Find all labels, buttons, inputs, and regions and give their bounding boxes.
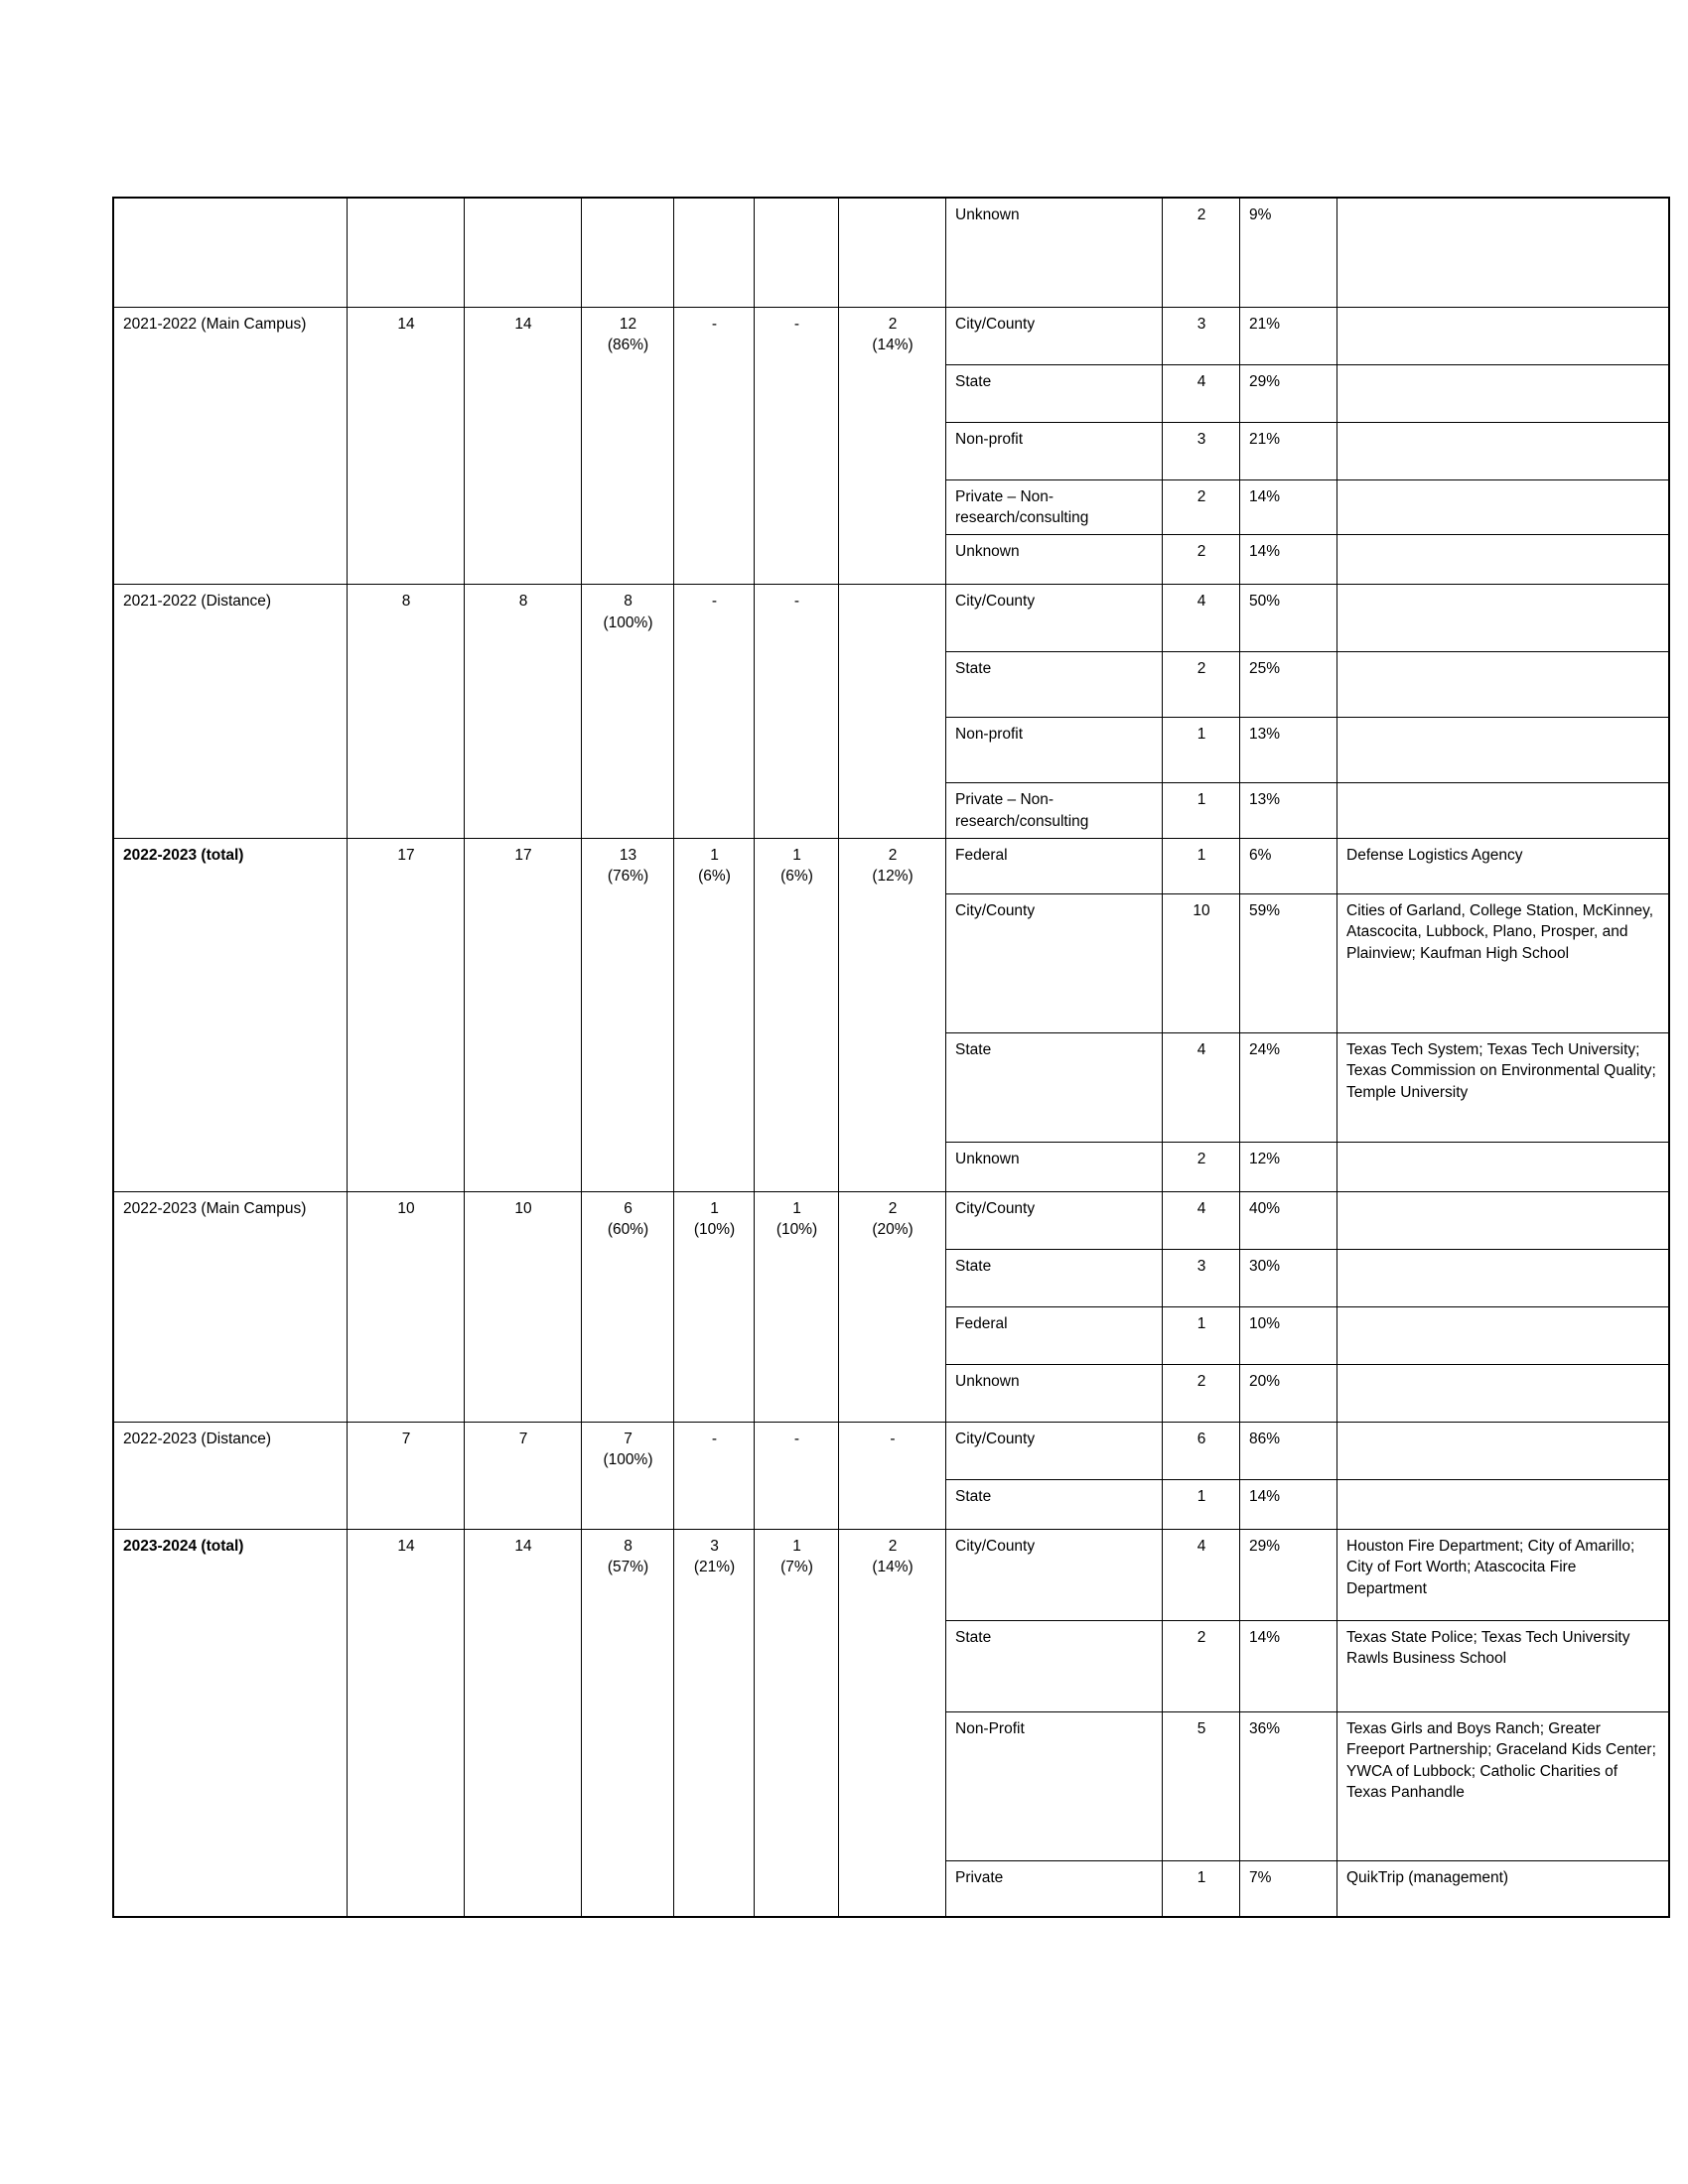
employer-type-cell: City/County: [946, 1423, 1163, 1480]
count-total-cell: [348, 198, 465, 307]
employers-list-cell: [1337, 652, 1670, 718]
year-label-cell: 2021-2022 (Distance): [113, 585, 348, 839]
employer-percent-cell: 10%: [1240, 1307, 1337, 1365]
employer-count-cell: 2: [1163, 198, 1240, 307]
value-text: 1: [792, 1538, 801, 1555]
year-label-cell: 2021-2022 (Main Campus): [113, 307, 348, 585]
value-text: 1: [710, 847, 719, 864]
employers-list-cell: [1337, 585, 1670, 652]
employer-type-cell: City/County: [946, 1530, 1163, 1621]
category-1-cell: [582, 585, 674, 839]
value-text: 1: [792, 847, 801, 864]
employer-count-cell: 3: [1163, 307, 1240, 364]
count-total-cell: [348, 307, 465, 585]
count-responding-cell: [465, 1423, 582, 1530]
count-responding-cell: [465, 1530, 582, 1917]
employer-type-cell: State: [946, 1033, 1163, 1143]
employer-count-cell: 4: [1163, 585, 1240, 652]
value-text: 10: [514, 1200, 532, 1217]
value-text: -: [793, 1431, 800, 1447]
percent-text: (21%): [693, 1559, 736, 1576]
percent-text: (14%): [872, 336, 914, 353]
percent-text: (100%): [603, 614, 653, 631]
table-row: [113, 1423, 1669, 1480]
employers-list-cell: QuikTrip (management): [1337, 1861, 1670, 1917]
employer-percent-cell: 9%: [1240, 198, 1337, 307]
percent-text: (86%): [607, 336, 649, 353]
value-text: -: [711, 315, 718, 333]
category-3-cell: [755, 307, 839, 585]
percent-text: (12%): [872, 868, 914, 886]
employer-count-cell: 1: [1163, 783, 1240, 839]
employer-type-cell: State: [946, 1480, 1163, 1530]
employer-percent-cell: 7%: [1240, 1861, 1337, 1917]
value-text: 8: [624, 593, 633, 611]
employer-type-cell: Unknown: [946, 1365, 1163, 1423]
value-text: 2: [888, 1200, 898, 1217]
employer-type-cell: City/County: [946, 1192, 1163, 1250]
value-text: 2: [888, 1538, 898, 1555]
employer-type-cell: State: [946, 364, 1163, 422]
value-text: 1: [710, 1200, 719, 1217]
table-container: [112, 197, 1656, 1918]
value-text: 14: [514, 1538, 532, 1555]
employer-percent-cell: 59%: [1240, 894, 1337, 1033]
percent-text: (20%): [872, 1221, 914, 1239]
employers-list-cell: [1337, 422, 1670, 479]
percent-text: (60%): [607, 1221, 649, 1239]
employer-type-cell: Federal: [946, 1307, 1163, 1365]
category-2-cell: [674, 585, 755, 839]
employer-count-cell: 1: [1163, 1307, 1240, 1365]
employer-type-cell: Private: [946, 1861, 1163, 1917]
value-text: 17: [514, 847, 532, 864]
employers-list-cell: [1337, 1250, 1670, 1307]
value-text: -: [793, 593, 800, 611]
employer-type-cell: Non-Profit: [946, 1712, 1163, 1861]
employers-list-cell: [1337, 364, 1670, 422]
count-responding-cell: [465, 839, 582, 1192]
employer-type-cell: State: [946, 1250, 1163, 1307]
count-responding-cell: [465, 1192, 582, 1423]
employer-count-cell: 5: [1163, 1712, 1240, 1861]
category-4-cell: [839, 1192, 946, 1423]
employers-list-cell: Defense Logistics Agency: [1337, 839, 1670, 894]
employers-list-cell: [1337, 1192, 1670, 1250]
employer-count-cell: 1: [1163, 839, 1240, 894]
value-text: -: [711, 1431, 718, 1447]
category-2-cell: [674, 1530, 755, 1917]
employer-percent-cell: 40%: [1240, 1192, 1337, 1250]
category-3-cell: [755, 198, 839, 307]
employer-count-cell: 3: [1163, 1250, 1240, 1307]
employer-percent-cell: 29%: [1240, 364, 1337, 422]
employers-list-cell: Texas Tech System; Texas Tech University; Texas Commission on Environmental Quality; Temple University: [1337, 1033, 1670, 1143]
employer-count-cell: 2: [1163, 1621, 1240, 1712]
category-4-cell: [839, 585, 946, 839]
category-2-cell: [674, 198, 755, 307]
employer-count-cell: 2: [1163, 1143, 1240, 1192]
category-1-cell: [582, 1423, 674, 1530]
employer-percent-cell: 13%: [1240, 783, 1337, 839]
percent-text: (10%): [775, 1221, 818, 1239]
employer-percent-cell: 20%: [1240, 1365, 1337, 1423]
category-3-cell: [755, 585, 839, 839]
employers-list-cell: [1337, 783, 1670, 839]
percent-text: (6%): [698, 868, 731, 886]
percent-text: (7%): [780, 1559, 813, 1576]
employers-list-cell: [1337, 479, 1670, 535]
employers-list-cell: Texas State Police; Texas Tech University Rawls Business School: [1337, 1621, 1670, 1712]
employer-percent-cell: 50%: [1240, 585, 1337, 652]
employer-percent-cell: 21%: [1240, 422, 1337, 479]
employer-type-cell: Private – Non-research/consulting: [946, 783, 1163, 839]
employer-count-cell: 4: [1163, 364, 1240, 422]
count-total-cell: [348, 585, 465, 839]
employer-percent-cell: 13%: [1240, 718, 1337, 783]
employer-count-cell: 4: [1163, 1033, 1240, 1143]
employer-type-cell: Federal: [946, 839, 1163, 894]
category-2-cell: [674, 307, 755, 585]
employers-list-cell: [1337, 1480, 1670, 1530]
percent-text: (6%): [780, 868, 813, 886]
employer-type-cell: Non-profit: [946, 422, 1163, 479]
category-4-cell: [839, 198, 946, 307]
count-responding-cell: [465, 198, 582, 307]
count-responding-cell: [465, 307, 582, 585]
table-row: [113, 585, 1669, 652]
employer-type-cell: City/County: [946, 585, 1163, 652]
employer-type-cell: Unknown: [946, 1143, 1163, 1192]
value-text: 10: [397, 1200, 415, 1217]
count-total-cell: [348, 839, 465, 1192]
percent-text: (14%): [872, 1559, 914, 1576]
employer-count-cell: 1: [1163, 1480, 1240, 1530]
employer-percent-cell: 21%: [1240, 307, 1337, 364]
employer-type-cell: City/County: [946, 894, 1163, 1033]
category-4-cell: [839, 839, 946, 1192]
employment-outcomes-table: [112, 197, 1670, 1918]
value-text: 2: [888, 847, 898, 864]
value-text: 17: [397, 847, 415, 864]
employer-type-cell: Unknown: [946, 198, 1163, 307]
employer-percent-cell: 14%: [1240, 479, 1337, 535]
employer-count-cell: 2: [1163, 479, 1240, 535]
category-1-cell: [582, 198, 674, 307]
percent-text: (100%): [603, 1451, 653, 1469]
percent-text: (57%): [607, 1559, 649, 1576]
value-text: 12: [619, 315, 637, 333]
employers-list-cell: [1337, 535, 1670, 585]
employer-percent-cell: 25%: [1240, 652, 1337, 718]
employer-percent-cell: 12%: [1240, 1143, 1337, 1192]
employer-count-cell: 6: [1163, 1423, 1240, 1480]
employer-type-cell: State: [946, 652, 1163, 718]
count-total-cell: [348, 1530, 465, 1917]
year-label-cell: 2023-2024 (total): [113, 1530, 348, 1917]
category-4-cell: [839, 307, 946, 585]
category-2-cell: [674, 1192, 755, 1423]
employer-percent-cell: 6%: [1240, 839, 1337, 894]
value-text: 14: [397, 1538, 415, 1555]
employers-list-cell: [1337, 307, 1670, 364]
category-3-cell: [755, 1423, 839, 1530]
employers-list-cell: [1337, 198, 1670, 307]
table-row: [113, 307, 1669, 364]
category-1-cell: [582, 307, 674, 585]
category-3-cell: [755, 839, 839, 1192]
employers-list-cell: [1337, 1307, 1670, 1365]
employer-count-cell: 2: [1163, 535, 1240, 585]
year-label-cell: 2022-2023 (Distance): [113, 1423, 348, 1530]
category-3-cell: [755, 1530, 839, 1917]
employer-type-cell: Unknown: [946, 535, 1163, 585]
year-label-cell: 2022-2023 (Main Campus): [113, 1192, 348, 1423]
value-text: 6: [624, 1200, 633, 1217]
employer-count-cell: 2: [1163, 652, 1240, 718]
percent-text: (10%): [693, 1221, 736, 1239]
value-text: 8: [401, 593, 411, 611]
employer-type-cell: Non-profit: [946, 718, 1163, 783]
value-text: 2: [888, 315, 898, 333]
employer-percent-cell: 14%: [1240, 1621, 1337, 1712]
table-row: [113, 198, 1669, 307]
employers-list-cell: Cities of Garland, College Station, McKinney, Atascocita, Lubbock, Plano, Prosper, and Plainview; Kaufman High School: [1337, 894, 1670, 1033]
employer-percent-cell: 29%: [1240, 1530, 1337, 1621]
employers-list-cell: [1337, 718, 1670, 783]
value-text: 8: [624, 1538, 633, 1555]
value-text: 1: [792, 1200, 801, 1217]
employer-percent-cell: 24%: [1240, 1033, 1337, 1143]
value-text: 14: [397, 315, 415, 333]
category-4-cell: [839, 1530, 946, 1917]
count-responding-cell: [465, 585, 582, 839]
year-label-cell: 2022-2023 (total): [113, 839, 348, 1192]
category-2-cell: [674, 839, 755, 1192]
employer-type-cell: State: [946, 1621, 1163, 1712]
year-label-cell: [113, 198, 348, 307]
category-4-cell: [839, 1423, 946, 1530]
value-text: 7: [624, 1431, 633, 1447]
category-3-cell: [755, 1192, 839, 1423]
value-text: -: [890, 1431, 896, 1447]
count-total-cell: [348, 1192, 465, 1423]
value-text: 14: [514, 315, 532, 333]
employers-list-cell: Texas Girls and Boys Ranch; Greater Freeport Partnership; Graceland Kids Center; YWCA of Lubbock; Catholic Charities of Texas Panhandle: [1337, 1712, 1670, 1861]
percent-text: (76%): [607, 868, 649, 886]
value-text: 7: [401, 1431, 411, 1447]
employer-percent-cell: 14%: [1240, 1480, 1337, 1530]
count-total-cell: [348, 1423, 465, 1530]
category-1-cell: [582, 1192, 674, 1423]
employers-list-cell: [1337, 1423, 1670, 1480]
employer-count-cell: 4: [1163, 1192, 1240, 1250]
employer-count-cell: 1: [1163, 718, 1240, 783]
employer-count-cell: 4: [1163, 1530, 1240, 1621]
value-text: 8: [518, 593, 528, 611]
employer-count-cell: 3: [1163, 422, 1240, 479]
employer-count-cell: 1: [1163, 1861, 1240, 1917]
employer-count-cell: 10: [1163, 894, 1240, 1033]
employer-count-cell: 2: [1163, 1365, 1240, 1423]
category-2-cell: [674, 1423, 755, 1530]
category-1-cell: [582, 1530, 674, 1917]
employers-list-cell: [1337, 1365, 1670, 1423]
value-text: 13: [619, 847, 637, 864]
employers-list-cell: Houston Fire Department; City of Amarillo; City of Fort Worth; Atascocita Fire Department: [1337, 1530, 1670, 1621]
table-row: [113, 839, 1669, 894]
value-text: 7: [518, 1431, 528, 1447]
table-row: [113, 1530, 1669, 1621]
employer-type-cell: City/County: [946, 307, 1163, 364]
employers-list-cell: [1337, 1143, 1670, 1192]
value-text: 3: [710, 1538, 719, 1555]
employer-percent-cell: 14%: [1240, 535, 1337, 585]
employer-type-cell: Private – Non-research/consulting: [946, 479, 1163, 535]
value-text: -: [711, 593, 718, 611]
value-text: -: [793, 315, 800, 333]
employer-percent-cell: 36%: [1240, 1712, 1337, 1861]
employer-percent-cell: 86%: [1240, 1423, 1337, 1480]
employer-percent-cell: 30%: [1240, 1250, 1337, 1307]
category-1-cell: [582, 839, 674, 1192]
table-row: [113, 1192, 1669, 1250]
